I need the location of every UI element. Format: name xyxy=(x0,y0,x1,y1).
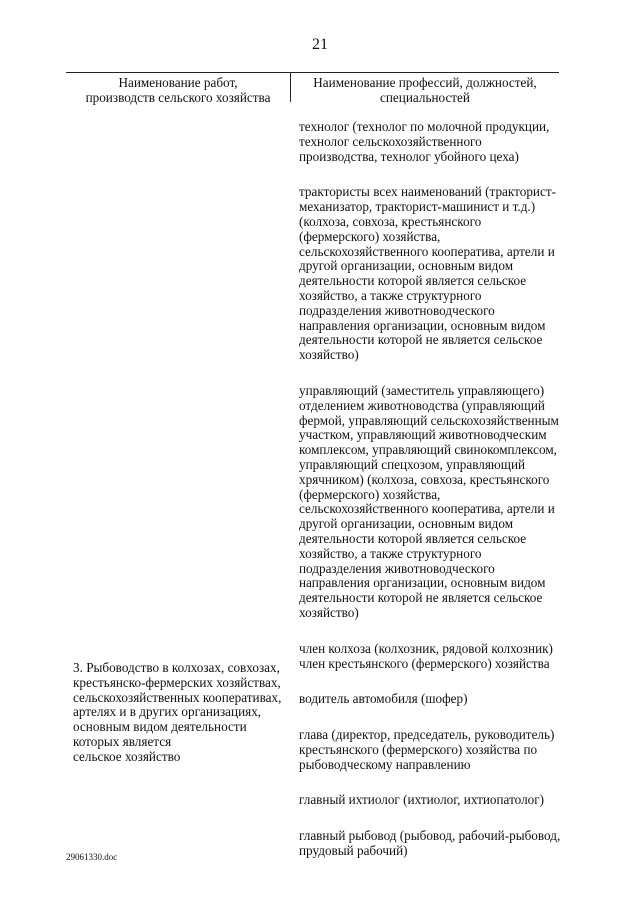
header-works-column xyxy=(66,75,290,105)
profession-entry xyxy=(299,793,561,808)
entry-line: фермой, управляющий сельскохозяйственным xyxy=(299,412,559,428)
profession-entry xyxy=(299,728,561,772)
entry-line: участком, управляющий животноводческим xyxy=(299,427,547,443)
profession-entry xyxy=(299,185,561,363)
profession-entry xyxy=(299,642,561,672)
profession-entry xyxy=(299,120,561,164)
entry-line: управляющий спецхозом, управляющий xyxy=(299,456,526,472)
profession-entry xyxy=(299,829,561,859)
profession-entry xyxy=(299,692,561,707)
entry-line: (фермерского) хозяйства, xyxy=(299,486,441,502)
entry-line: деятельности которой является сельское xyxy=(299,273,527,289)
entry-line: производства, технолог убойного цеха) xyxy=(299,148,519,164)
entry-line: управляющий (заместитель управляющего) xyxy=(299,382,545,398)
entry-line: направления организации, основным видом xyxy=(299,575,546,591)
entry-line: отделением животноводства (управляющий xyxy=(299,397,545,413)
header-works-line: Наименование работ, xyxy=(118,75,238,90)
section-line: крестьянско-фермерских хозяйствах, xyxy=(73,674,281,690)
entry-line: деятельности которой не является сельское xyxy=(299,332,543,348)
entry-line: деятельности которой не является сельское xyxy=(299,590,543,606)
entry-line: подразделения животноводческого xyxy=(299,560,495,576)
entry-line: деятельности которой является сельское xyxy=(299,530,527,546)
entry-line: трактористы всех наименований (тракторист- xyxy=(299,184,556,200)
entry-line: прудовый рабочий) xyxy=(299,843,408,859)
section-line: сельскохозяйственных кооперативах, xyxy=(73,689,282,705)
section-line: артелях и в других организациях, xyxy=(73,704,262,720)
section-line: сельское хозяйство xyxy=(73,748,181,764)
entry-line: член крестьянского (фермерского) хозяйства xyxy=(299,655,550,671)
entry-line: технолог сельскохозяйственного xyxy=(299,133,482,149)
entry-line: хозяйство) xyxy=(299,347,359,363)
entry-line: комплексом, управляющий свинокомплексом, xyxy=(299,442,557,458)
entry-line: крестьянского (фермерского) хозяйства по xyxy=(299,741,538,757)
entry-line: хозяйство) xyxy=(299,604,359,620)
entry-line: подразделения животноводческого xyxy=(299,302,495,318)
entry-line: другой организации, основным видом xyxy=(299,258,514,274)
section-line: 3. Рыбоводство в колхозах, совхозах, xyxy=(73,660,280,675)
header-professions-line: специальностей xyxy=(380,90,470,105)
page-number: 21 xyxy=(312,36,328,53)
entry-line: член колхоза (колхозник, рядовой колхозник) xyxy=(299,640,553,656)
entry-line: (колхоза, совхоза, крестьянского xyxy=(299,213,482,229)
profession-entry xyxy=(299,384,561,621)
entry-line: механизатор, тракторист-машинист и т.д.) xyxy=(299,199,536,215)
section-line: основным видом деятельности xyxy=(73,719,247,735)
entry-line: хрячником) (колхоза, совхоза, крестьянского xyxy=(299,471,550,487)
entry-line: водитель автомобиля (шофер) xyxy=(299,691,468,707)
entry-line: направления организации, основным видом xyxy=(299,317,546,333)
entry-line: главный рыбовод (рыбовод, рабочий-рыбовод, xyxy=(299,828,561,844)
entry-line: сельскохозяйственного кооператива, артели и xyxy=(299,501,555,517)
entry-line: рыбоводческому направлению xyxy=(299,756,471,772)
entry-line: главный ихтиолог (ихтиолог, ихтиопатолог) xyxy=(299,792,545,808)
entry-line: сельскохозяйственного кооператива, артели и xyxy=(299,243,555,259)
entry-line: хозяйство, а также структурного xyxy=(299,287,482,303)
document-filename: 29061330.doc xyxy=(66,852,118,862)
section-3-works-cell xyxy=(73,661,288,765)
entry-line: другой организации, основным видом xyxy=(299,516,514,532)
section-line: которых является xyxy=(73,733,172,749)
entry-line: хозяйство, а также структурного xyxy=(299,545,482,561)
entry-line: глава (директор, председатель, руководитель) xyxy=(299,727,555,743)
professions-column xyxy=(299,120,561,880)
entry-line: технолог (технолог по молочной продукции, xyxy=(299,119,550,134)
header-professions-column xyxy=(291,75,559,105)
entry-line: (фермерского) хозяйства, xyxy=(299,228,441,244)
header-works-line: производств сельского хозяйства xyxy=(85,90,271,105)
header-professions-line: Наименование профессий, должностей, xyxy=(313,75,537,90)
table-header-top-rule xyxy=(66,72,559,73)
